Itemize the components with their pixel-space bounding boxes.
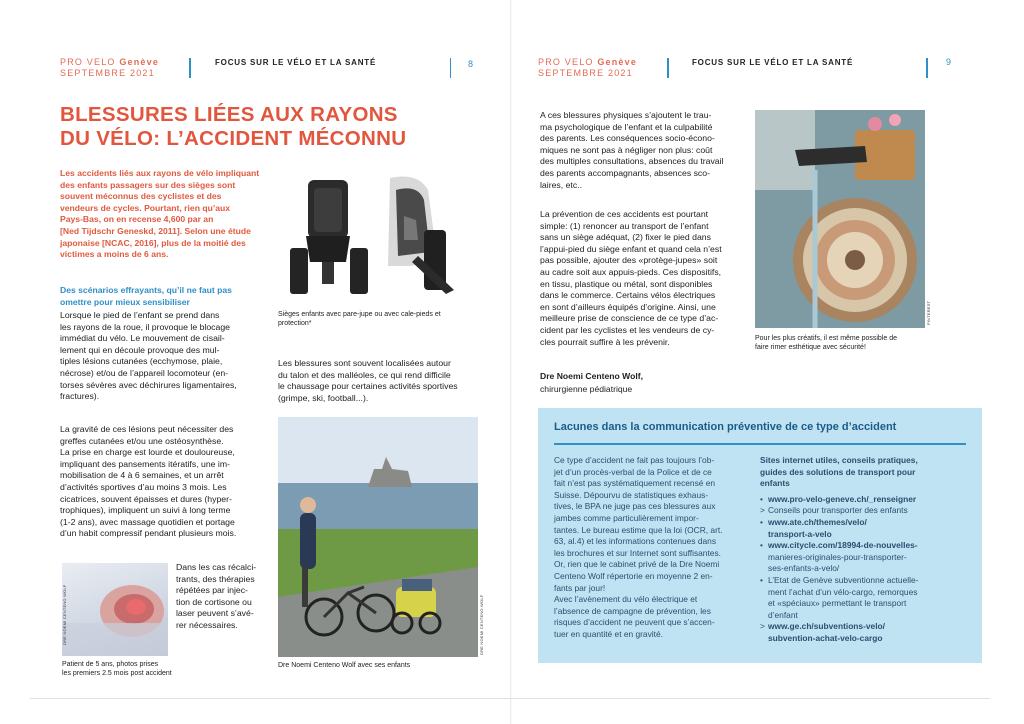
text-line: en sont d’ailleurs équipés d’origine. Ainsi, une bbox=[540, 301, 716, 312]
header-org: PRO VELO Genève SEPTEMBRE 2021 bbox=[538, 57, 638, 78]
text-line: miques ne sont pas à négliger non plus: coût bbox=[540, 144, 713, 155]
header-section: FOCUS SUR LE VÉLO ET LA SANTÉ bbox=[215, 58, 377, 67]
text-line: fants par jour! bbox=[554, 582, 606, 593]
text-line: immédiat du vélo. Le mouvement de cisail- bbox=[60, 333, 225, 344]
text-line: Centeno Wolf répertorie en moyenne 2 en- bbox=[554, 570, 713, 581]
resource-item bbox=[760, 610, 970, 622]
resource-text: ment l’achat d’un vélo-cargo, remorques bbox=[768, 586, 918, 597]
resource-link[interactable]: www.pro-velo-geneve.ch/_renseigner bbox=[768, 493, 917, 504]
text-line: l’absence de campagne de prévention, les bbox=[554, 605, 711, 616]
body-paragraph-2 bbox=[60, 424, 280, 540]
family-bike-illustration bbox=[278, 417, 478, 657]
heading-line: Sites internet utiles, conseils pratiques, bbox=[760, 455, 918, 465]
info-box-title: Lacunes dans la communication préventive de ce type d’accident bbox=[554, 421, 897, 433]
lead-line: Pays-Bas, on en recense 4,600 par an bbox=[60, 214, 214, 225]
text-line: A ces blessures physiques s’ajoutent le trau- bbox=[540, 110, 712, 120]
title-line: BLESSURES LIÉES AUX RAYONS bbox=[60, 103, 398, 126]
text-line: fait n’est pas systématiquement recensé en bbox=[554, 478, 716, 489]
resource-text: manieres-originales-pour-transporter- bbox=[768, 551, 907, 562]
article-title bbox=[60, 103, 406, 151]
bullet: > bbox=[760, 505, 765, 516]
subheading bbox=[60, 285, 280, 308]
text-line: (1-2 ans), avec massage quotidien et portage bbox=[60, 516, 235, 527]
text-line: jambes comme particulièrement impor- bbox=[554, 512, 699, 523]
wound-photo bbox=[62, 563, 168, 656]
text-line: torses sévères avec déchirures ligamentaires, bbox=[60, 379, 237, 390]
text-line: ma psychologique de l’enfant et la culpabilité bbox=[540, 121, 713, 132]
resource-text: Conseils pour transporter des enfants bbox=[768, 505, 908, 516]
text-line: fractures). bbox=[60, 391, 100, 402]
child-seat-illustration bbox=[278, 170, 478, 300]
bike-caption bbox=[755, 334, 933, 352]
text-line: dans le commerce. Certains vélos électriques bbox=[540, 290, 716, 301]
caption-line: Patient de 5 ans, photos prises bbox=[62, 661, 159, 668]
body-paragraph-2 bbox=[540, 209, 752, 348]
text-line: tion de cortisone ou bbox=[176, 596, 252, 607]
header-separator bbox=[667, 58, 669, 78]
text-line: en tissu, plastique ou métal, sont disponibles bbox=[540, 278, 713, 289]
body-paragraph-3 bbox=[176, 562, 280, 632]
lead-line: des enfants passagers sur des sièges sont bbox=[60, 179, 236, 190]
resource-link[interactable]: www.ge.ch/subventions-velo/ bbox=[768, 621, 885, 632]
text-line: trophiques), impliquent un suivi à long terme bbox=[60, 505, 231, 516]
text-line: (grimpe, ski, football...). bbox=[278, 392, 369, 403]
caption-line: Sièges enfants avec pare-jupe ou avec cale-pieds et bbox=[278, 311, 441, 318]
text-line: jet d’un procès-verbal de la Police et de ce bbox=[554, 466, 712, 477]
resource-item bbox=[760, 633, 970, 645]
text-line: rer nécessaires. bbox=[176, 619, 238, 630]
caption-line: faire rimer esthétique avec sécurité! bbox=[755, 344, 866, 352]
resource-link[interactable]: www.ate.ch/themes/velo/ bbox=[768, 516, 867, 527]
text-line: des parents. Les conséquences socio-écono- bbox=[540, 133, 715, 144]
resource-item bbox=[760, 563, 970, 575]
text-line: les rayons de la roue, il provoque le blocage bbox=[60, 321, 230, 332]
text-line: cident par les cyclistes et les vendeurs de cy- bbox=[540, 324, 715, 335]
header-separator bbox=[926, 58, 928, 78]
text-line: l’appui-pied du siège enfant et quand cela n’est bbox=[540, 243, 722, 254]
lead-line: Les accidents liés aux rayons de vélo impliquant bbox=[60, 168, 260, 178]
text-line: des parents accompagnants, absences sco- bbox=[540, 167, 710, 178]
text-line: La gravité de ces lésions peut nécessiter des bbox=[60, 424, 234, 434]
text-line: Dans les cas récalci- bbox=[176, 562, 257, 572]
bullet: > bbox=[760, 621, 765, 632]
wound-caption bbox=[62, 660, 202, 678]
text-line: répétées par injec- bbox=[176, 585, 248, 596]
text-line: Or, rien que le cabinet privé de la Dre Noemi bbox=[554, 559, 720, 570]
wound-photo-credit: DRE NOEMI CENTENO WOLF bbox=[62, 584, 67, 645]
info-box-divider bbox=[554, 443, 966, 445]
author-role: chirurgienne pédiatrique bbox=[540, 384, 633, 394]
resources-heading bbox=[760, 455, 970, 490]
title-line: DU VÉLO: L’ACCIDENT MÉCONNU bbox=[60, 127, 407, 150]
heading-line: enfants bbox=[760, 478, 790, 489]
family-photo bbox=[278, 417, 478, 657]
resource-text: ses-enfants-a-velo/ bbox=[768, 563, 840, 574]
text-line: d’activités sportives d’au moins 3 mois. Les bbox=[60, 481, 227, 492]
text-line: le chaussage pour certaines activités sportives bbox=[278, 381, 458, 392]
text-line: lement qui en découle provoque des mul- bbox=[60, 344, 220, 355]
text-line: Lorsque le pied de l’enfant se prend dans bbox=[60, 310, 220, 320]
bullet: • bbox=[760, 516, 763, 527]
caption-line: Pour les plus créatifs, il est même possible de bbox=[755, 335, 898, 342]
text-line: tiples lésions cutanées (ecchymose, plaie, bbox=[60, 356, 223, 367]
resource-item bbox=[760, 598, 970, 610]
lead-line: souvent méconnus des cyclistes et des bbox=[60, 191, 222, 202]
subheading-line: omettre pour mieux sensibiliser bbox=[60, 296, 190, 307]
text-line: des multiples consultations, absences du travail bbox=[540, 156, 724, 167]
text-line: du talon et des malléoles, ce qui rend difficile bbox=[278, 369, 451, 380]
text-line: greffes cutanées et/ou une ostéosynthèse. bbox=[60, 435, 224, 446]
lead-line: vendeurs de cycles. Pourtant, rien qu’aux bbox=[60, 202, 231, 213]
page-number: 8 bbox=[468, 59, 474, 69]
resource-item bbox=[760, 552, 970, 564]
header-separator bbox=[450, 58, 451, 78]
text-line: meilleure prise de conscience de ce type d’ac- bbox=[540, 313, 719, 324]
lead-paragraph bbox=[60, 168, 275, 261]
resource-item bbox=[760, 529, 970, 541]
resource-text: subvention-achat-velo-cargo bbox=[768, 632, 883, 643]
info-box-resources bbox=[760, 455, 970, 645]
text-line: La prévention de ces accidents est pourtant bbox=[540, 209, 709, 219]
text-line: cicatrices, souvent épaisses et dures (hyper- bbox=[60, 493, 232, 504]
right-page bbox=[512, 0, 1024, 724]
resource-item[interactable] bbox=[760, 540, 970, 552]
resource-text: L’Etat de Genève subventionne actuelle- bbox=[768, 574, 919, 585]
text-line: pas possible, ajouter des «protège-jupes» soit bbox=[540, 255, 718, 266]
caption-line: protection* bbox=[278, 320, 312, 328]
resource-item bbox=[760, 505, 970, 517]
text-line: Ce type d’accident ne fait pas toujours l’ob- bbox=[554, 455, 715, 465]
info-box bbox=[538, 408, 982, 663]
bullet: • bbox=[760, 574, 763, 585]
text-line: impliquant des pansements itératifs, une im- bbox=[60, 458, 230, 469]
text-line: Les blessures sont souvent localisées autour bbox=[278, 358, 451, 368]
bullet: • bbox=[760, 493, 763, 504]
header-org: PRO VELO Genève SEPTEMBRE 2021 bbox=[60, 57, 160, 78]
text-line: laser peuvent s’avé- bbox=[176, 608, 254, 619]
text-line: tantes. Le bureau estime que la loi (OCR, art. bbox=[554, 524, 723, 535]
text-line: Avec l’avènement du vélo électrique et bbox=[554, 594, 698, 605]
resource-item[interactable] bbox=[760, 517, 970, 529]
text-line: La prise en charge est lourde et douloureuse, bbox=[60, 447, 235, 458]
family-photo-credit: DRE NOEMI CENTENO WOLF bbox=[479, 594, 484, 655]
lead-line: japonaise [NCAC, 2016], plus de la moitié des bbox=[60, 237, 246, 248]
wound-illustration bbox=[62, 563, 168, 656]
bullet: • bbox=[760, 540, 763, 551]
body-paragraph-1 bbox=[540, 110, 752, 191]
header-section: FOCUS SUR LE VÉLO ET LA SANTÉ bbox=[692, 58, 854, 67]
text-line: d’un habit compressif pendant plusieurs mois. bbox=[60, 528, 237, 539]
text-line: les brochures et sur Internet sont suffisantes. bbox=[554, 547, 721, 558]
resource-item bbox=[760, 587, 970, 599]
resource-link[interactable]: www.citycle.com/18994-de-nouvelles- bbox=[768, 540, 918, 551]
subheading-line: Des scénarios effrayants, qu’il ne faut pas bbox=[60, 285, 232, 295]
page-number: 9 bbox=[946, 57, 952, 67]
text-line: 63, al.4) et les informations contenues dans bbox=[554, 536, 717, 547]
text-line: tuer en quantité et en gravité. bbox=[554, 628, 663, 639]
bike-photo-credit: PINTEREST bbox=[926, 300, 931, 325]
heading-line: guides des solutions de transport pour bbox=[760, 466, 916, 477]
info-box-text bbox=[554, 455, 754, 641]
seat-caption bbox=[278, 310, 483, 328]
resource-text: transport-a-velo bbox=[768, 528, 832, 539]
header-separator bbox=[189, 58, 191, 78]
text-line: mobilisation de 4 à 6 semaines, et un arrêt bbox=[60, 470, 224, 481]
resource-text: d’enfant bbox=[768, 609, 798, 620]
author-name: Dre Noemi Centeno Wolf, bbox=[540, 371, 643, 381]
text-line: sans un siège adéquat, (2) fixer le pied dans bbox=[540, 232, 711, 243]
text-line: simple: (1) renoncer au transport de l’enfant bbox=[540, 220, 709, 231]
child-seats-photo bbox=[278, 170, 478, 300]
text-line: Suisse. Dépourvu de statistiques exhaus- bbox=[554, 489, 709, 500]
bike-illustration bbox=[755, 110, 925, 328]
lead-line: victimes a moins de 6 ans. bbox=[60, 249, 169, 260]
caption-line: les premiers 2.5 mois post accident bbox=[62, 670, 172, 678]
page-bottom-line bbox=[30, 698, 990, 699]
text-line: tives, le BPA ne juge pas ces blessures aux bbox=[554, 501, 716, 512]
resource-item[interactable] bbox=[760, 621, 970, 633]
lead-line: [Ned Tijdschr Geneskd, 2011]. Selon une étude bbox=[60, 225, 251, 236]
family-caption: Dre Noemi Centeno Wolf avec ses enfants bbox=[278, 662, 411, 669]
resource-item[interactable] bbox=[760, 494, 970, 506]
decorated-bike-photo bbox=[755, 110, 925, 328]
body-paragraph-1 bbox=[60, 310, 280, 403]
text-line: laires, etc.. bbox=[540, 179, 583, 190]
resource-text: et «spéciaux» permettant le transport bbox=[768, 598, 907, 609]
resource-item bbox=[760, 575, 970, 587]
body-paragraph-mid bbox=[278, 358, 488, 404]
text-line: nécrose) et/ou de l’appareil locomoteur (en- bbox=[60, 367, 229, 378]
text-line: cles pourrait suffire à les prévenir. bbox=[540, 336, 670, 347]
text-line: risques d’accident ne peuvent que s’accen- bbox=[554, 617, 715, 628]
text-line: trants, des thérapies bbox=[176, 573, 255, 584]
text-line: au cadre soit aux appuis-pieds. Ces dispositifs, bbox=[540, 266, 722, 277]
